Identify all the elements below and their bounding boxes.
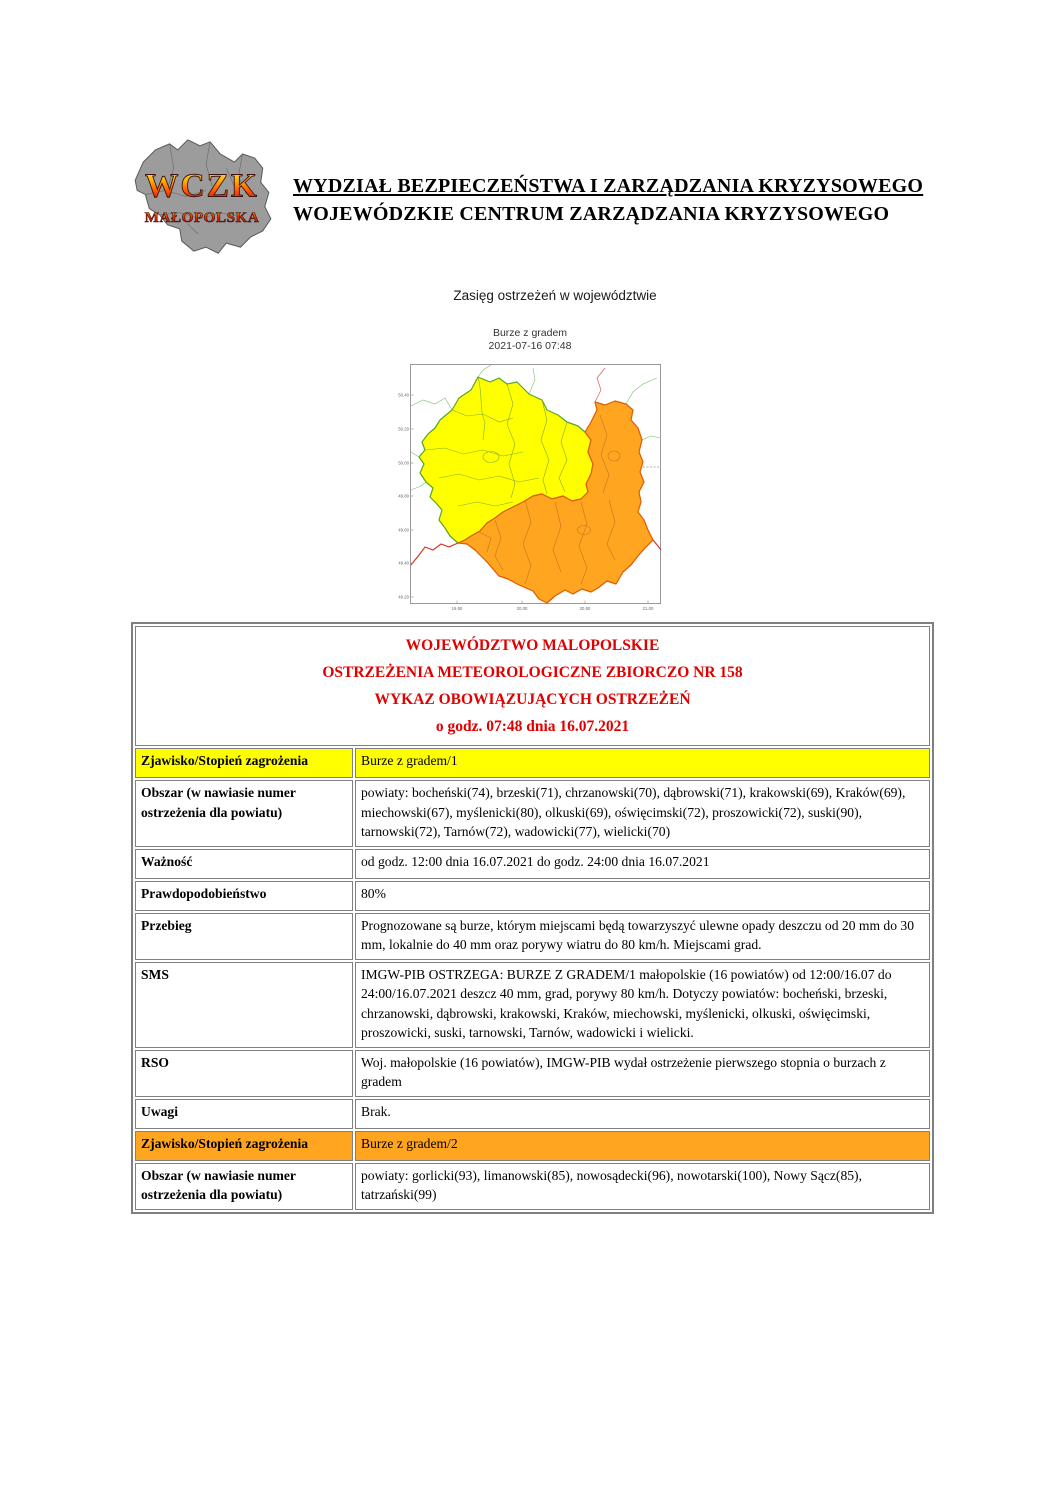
row-label: Zjawisko/Stopień zagrożenia: [135, 748, 353, 778]
svg-text:20.50: 20.50: [579, 606, 591, 611]
table-row: [135, 1163, 930, 1210]
table-row: [135, 1131, 930, 1161]
table-row: [135, 748, 930, 778]
table-row: [135, 881, 930, 911]
logo-wczk-text: WCZK: [145, 167, 259, 205]
row-value: Burze z gradem/2: [355, 1131, 930, 1161]
svg-text:21.00: 21.00: [642, 606, 654, 611]
table-row: [135, 780, 930, 847]
map-subtitle: [395, 327, 665, 353]
table-row: [135, 849, 930, 879]
row-label: Zjawisko/Stopień zagrożenia: [135, 1131, 353, 1161]
malopolska-map-logo-icon: [121, 127, 283, 265]
map-subtitle-datetime: 2021-07-16 07:48: [488, 340, 572, 352]
row-label: Obszar (w nawiasie numer ostrzeżenia dla powiatu): [135, 780, 353, 847]
map-subtitle-phenomenon: Burze z gradem: [492, 327, 568, 339]
row-label: SMS: [135, 962, 353, 1048]
row-value: Woj. małopolskie (16 powiatów), IMGW-PIB wydał ostrzeżenie pierwszego stopnia o burzach z gradem: [355, 1050, 930, 1097]
svg-text:20.00: 20.00: [516, 606, 528, 611]
svg-text:49.20: 49.20: [398, 594, 409, 600]
wczk-logo: [121, 127, 283, 265]
row-value: od godz. 12:00 dnia 16.07.2021 do godz. 24:00 dnia 16.07.2021: [355, 849, 930, 879]
svg-text:49.80: 49.80: [398, 493, 409, 499]
row-label: Przebieg: [135, 913, 353, 960]
warning-map: [395, 360, 665, 613]
row-value: Burze z gradem/1: [355, 748, 930, 778]
table-title-line3: WYKAZ OBOWIĄZUJĄCYCH OSTRZEŻEŃ: [374, 691, 691, 708]
svg-text:49.60: 49.60: [398, 527, 409, 533]
svg-text:50.40: 50.40: [398, 392, 409, 398]
table-row: [135, 1099, 930, 1129]
org-title-line1: WYDZIAŁ BEZPIECZEŃSTWA I ZARZĄDZANIA KRYZYSOWEGO: [293, 175, 924, 197]
row-value: Prognozowane są burze, którym miejscami będą towarzyszyć ulewne opady deszczu od 20 mm do 30 mm, lokalnie do 40 mm oraz porywy wiatru do 80 km/h. Miejscami grad.: [355, 913, 930, 960]
map-section-title: Zasięg ostrzeżeń w województwie: [453, 288, 657, 303]
table-row: [135, 913, 930, 960]
org-title-line2: WOJEWÓDZKIE CENTRUM ZARZĄDZANIA KRYZYSOWEGO: [293, 203, 890, 225]
row-value: IMGW-PIB OSTRZEGA: BURZE Z GRADEM/1 małopolskie (16 powiatów) od 12:00/16.07 do 24:00/16.07.2021 deszcz 40 mm, grad, porywy 80 km/h. Dotyczy powiatów: bocheński, brzeski, chrzanowski, dąbrowski, krakowski, Kraków, miechowski, myślenicki, olkuski, oświęcimski, proszowicki, suski, tarnowski, Tarnów, wadowicki i wielicki.: [355, 962, 930, 1048]
svg-text:50.20: 50.20: [398, 426, 409, 432]
table-title-line1: WOJEWÓDZTWO MALOPOLSKIE: [405, 637, 660, 654]
table-row: [135, 962, 930, 1048]
table-title-line4: o godz. 07:48 dnia 16.07.2021: [435, 718, 630, 735]
table-title-cell: [135, 626, 930, 746]
table-title-line2: OSTRZEŻENIA METEOROLOGICZNE ZBIORCZO NR 158: [322, 664, 743, 681]
warnings-table: [131, 622, 934, 1214]
row-label: Prawdopodobieństwo: [135, 881, 353, 911]
row-label: Ważność: [135, 849, 353, 879]
row-label: RSO: [135, 1050, 353, 1097]
row-label: Obszar (w nawiasie numer ostrzeżenia dla powiatu): [135, 1163, 353, 1210]
svg-text:49.40: 49.40: [398, 560, 409, 566]
table-title-row: [135, 626, 930, 746]
row-value: powiaty: bocheński(74), brzeski(71), chrzanowski(70), dąbrowski(71), krakowski(69), Kraków(69), miechowski(67), myślenicki(80), olkuski(69), oświęcimski(72), proszowicki(72), suski(90), tarnowski(72), Tarnów(72), wadowicki(77), wielicki(70): [355, 780, 930, 847]
row-value: powiaty: gorlicki(93), limanowski(85), nowosądecki(96), nowotarski(100), Nowy Sącz(85), tatrzański(99): [355, 1163, 930, 1210]
table-row: [135, 1050, 930, 1097]
svg-text:50.00: 50.00: [398, 460, 409, 466]
svg-text:19.50: 19.50: [451, 606, 463, 611]
row-value: 80%: [355, 881, 930, 911]
row-value: Brak.: [355, 1099, 930, 1129]
org-header: [293, 172, 953, 228]
logo-malopolska-text: MAŁOPOLSKA: [144, 208, 260, 226]
row-label: Uwagi: [135, 1099, 353, 1129]
